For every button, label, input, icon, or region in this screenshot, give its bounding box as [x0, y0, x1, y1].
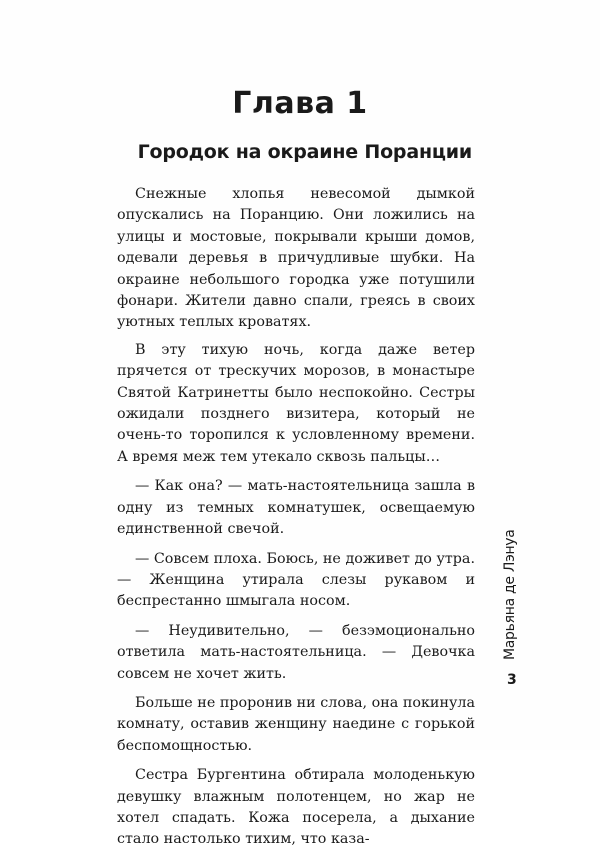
paragraph: В эту тихую ночь, когда даже ветер прячется от трескучих морозов, в монастыре Святой Катринетты было неспокойно. Сестры ожидали позднего визитера, который не очень-то торопился к условленному времени. А время меж тем утекало сквозь пальцы…: [117, 341, 475, 465]
page-number: 3: [507, 672, 517, 688]
chapter-subtitle: Городок на окраине Поранции: [137, 141, 472, 163]
paragraph: Снежные хлопья невесомой дымкой опускались на Поранцию. Они ложились на улицы и мостовые, покрывали крыши домов, одевали деревья в причудливые шубки. На окраине небольшого городка уже потушили фонари. Жители давно спали, греясь в своих уютных теплых кроватях.: [117, 186, 475, 331]
paragraph: Больше не проронив ни слова, она покинула комнату, оставив женщину наедине с горькой беспомощностью.: [117, 694, 475, 754]
paragraph: — Неудивительно, — безэмоционально ответила мать-настоятельница. — Девочка совсем не хочет жить.: [117, 622, 475, 682]
body-text: [117, 184, 475, 859]
chapter-title: Глава 1: [232, 86, 368, 121]
paragraph: — Совсем плоха. Боюсь, не доживет до утра. — Женщина утирала слезы рукавом и беспрестанно шмыгала носом.: [117, 550, 475, 610]
paragraph: Сестра Бургентина обтирала молоденькую девушку влажным полотенцем, но жар не хотел спадать. Кожа посерела, а дыхание стало настолько тихим, что каза-: [117, 767, 475, 848]
author-side-label: Марьяна де Лэнуа: [502, 529, 518, 660]
paragraph: — Как она? — мать-настоятельница зашла в одну из темных комнатушек, освещаемую единственной свечой.: [117, 478, 475, 538]
